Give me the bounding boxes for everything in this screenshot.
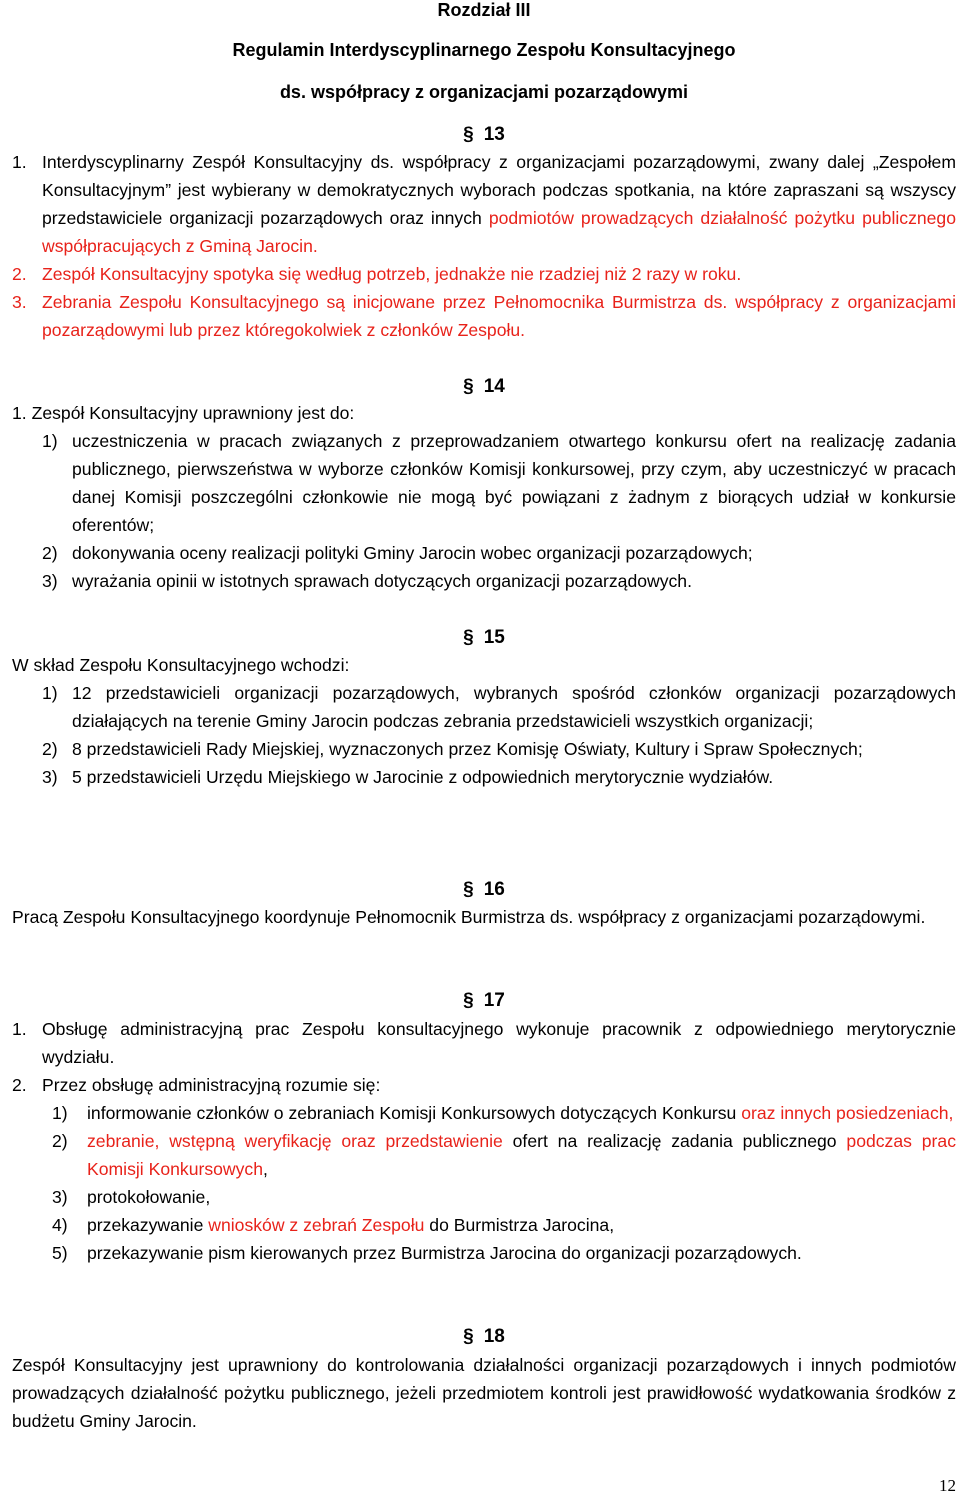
item-text: Przez obsługę administracyjną rozumie się: — [42, 1075, 381, 1095]
list-item — [12, 1015, 956, 1071]
item-text: uczestniczenia w pracach związanych z przeprowadzaniem otwartego konkursu ofert na realizację zadania publicznego, pierwszeństwa w wyborze członków Komisji konkursowej, przy czym, aby uczestniczyć w pracach danej Komisji poszczególni członkowie nie mogą być powiązani z żadnym z biorących udział w konkursie oferentów; — [72, 431, 956, 535]
item-text: Zespół Konsultacyjny spotyka się według potrzeb, jednakże nie rzadziej niż 2 razy w roku. — [42, 264, 742, 284]
regulation-subtitle: ds. współpracy z organizacjami pozarządowymi — [279, 82, 689, 102]
item-text: ofert na realizację zadania publicznego — [512, 1131, 837, 1151]
item-number: 3) — [42, 571, 58, 591]
section-sign: § — [463, 879, 474, 900]
section-17-heading — [12, 990, 956, 1012]
list-item — [12, 1071, 956, 1099]
item-number: 4) — [52, 1215, 68, 1235]
item-number: 2) — [42, 543, 58, 563]
item-text-highlight: oraz innych posiedzeniach, — [741, 1103, 954, 1123]
regulation-title: Regulamin Interdyscyplinarnego Zespołu Konsultacyjnego — [232, 40, 736, 60]
chapter-title: Rozdział III — [437, 0, 531, 20]
list-item — [12, 735, 956, 763]
lead-text: Zespół Konsultacyjny uprawniony jest do: — [31, 403, 355, 423]
item-text-highlight: wniosków z zebrań Zespołu — [208, 1215, 425, 1235]
item-number: 3) — [52, 1187, 68, 1207]
item-text-highlight: podczas prac Komisji Konkursowych — [87, 1131, 956, 1179]
list-item — [12, 539, 956, 567]
item-number: 1) — [42, 683, 58, 703]
section-15-number: 15 — [483, 627, 505, 648]
list-item — [12, 763, 956, 791]
section-15-heading — [12, 627, 956, 649]
lead-number: 1. — [12, 403, 27, 423]
section-18-heading — [12, 1326, 956, 1348]
item-number: 1. — [12, 1019, 27, 1039]
section-15-body — [12, 651, 956, 791]
section-sign: § — [463, 376, 474, 397]
section-16-heading — [12, 879, 956, 901]
item-text: , — [263, 1159, 268, 1179]
item-number: 2. — [12, 1075, 27, 1095]
list-item — [12, 260, 956, 288]
item-text: 8 przedstawicieli Rady Miejskiej, wyznaczonych przez Komisję Oświaty, Kultury i Spraw Społecznych; — [72, 739, 863, 759]
item-number: 5) — [52, 1243, 68, 1263]
item-text: przekazywanie — [87, 1215, 204, 1235]
item-number: 1) — [52, 1103, 68, 1123]
item-number: 2) — [52, 1131, 68, 1151]
section-sign: § — [463, 627, 474, 648]
list-item — [12, 427, 956, 539]
section-14-heading — [12, 376, 956, 398]
sub-list-item — [12, 1183, 956, 1211]
section-18-body: Zespół Konsultacyjny jest uprawniony do kontrolowania działalności organizacji pozarządowych i innych podmiotów prowadzących działalność pożytku publicznego, jeżeli przedmiotem kontroli jest prawidłowość wydatkowania środków z budżetu Gminy Jarocin. — [12, 1355, 956, 1431]
list-item — [12, 288, 956, 344]
list-item — [12, 148, 956, 260]
item-text: 5 przedstawicieli Urzędu Miejskiego w Jarocinie z odpowiednich merytorycznie wydziałów. — [72, 767, 774, 787]
list-lead — [12, 399, 956, 427]
item-text: Interdyscyplinarny Zespół Konsultacyjny ds. współpracy z organizacjami pozarządowymi, zwany dalej „Zespołem Konsultacyjnym” jest wybierany w demokratycznych wyborach podczas spotkania, na które zapraszani są wszyscy przedstawiciele organizacji pozarządowych oraz innych — [42, 152, 956, 228]
section-14-body — [12, 399, 956, 595]
list-item — [12, 567, 956, 595]
sub-list-item — [12, 1239, 956, 1267]
section-sign: § — [463, 990, 474, 1011]
page-number: 12 — [939, 1476, 956, 1495]
section-13-number: 13 — [483, 124, 505, 145]
section-17-body — [12, 1015, 956, 1267]
section-16-body: Pracą Zespołu Konsultacyjnego koordynuje Pełnomocnik Burmistrza ds. współpracy z organizacjami pozarządowymi. — [12, 907, 926, 927]
section-13-heading — [12, 124, 956, 146]
item-number: 3) — [42, 767, 58, 787]
item-text: dokonywania oceny realizacji polityki Gminy Jarocin wobec organizacji pozarządowych; — [72, 543, 753, 563]
item-text-highlight: zebranie, wstępną weryfikację oraz przedstawienie — [87, 1131, 503, 1151]
section-18-number: 18 — [483, 1326, 505, 1347]
section-13-body — [12, 148, 956, 344]
item-number: 1. — [12, 152, 27, 172]
item-text: 12 przedstawicieli organizacji pozarządowych, wybranych spośród członków organizacji pozarządowych działających na terenie Gminy Jarocin podczas zebrania przedstawicieli wszystkich organizacji; — [72, 683, 956, 731]
item-text: wyrażania opinii w istotnych sprawach dotyczących organizacji pozarządowych. — [72, 571, 692, 591]
item-number: 2) — [42, 739, 58, 759]
item-text: protokołowanie, — [87, 1187, 211, 1207]
sub-list-item — [12, 1099, 956, 1127]
section-14-number: 14 — [483, 376, 505, 397]
section-sign: § — [463, 124, 474, 145]
item-text: przekazywanie pism kierowanych przez Burmistrza Jarocina do organizacji pozarządowych. — [87, 1243, 802, 1263]
item-text: informowanie członków o zebraniach Komisji Konkursowych dotyczących Konkursu — [87, 1103, 737, 1123]
section-17-number: 17 — [483, 990, 505, 1011]
sub-list-item — [12, 1211, 956, 1239]
item-text: Zebrania Zespołu Konsultacyjnego są inicjowane przez Pełnomocnika Burmistrza ds. współpracy z organizacjami pozarządowymi lub przez któregokolwiek z członków Zespołu. — [42, 292, 956, 340]
item-number: 3. — [12, 292, 27, 312]
section-16-number: 16 — [483, 879, 505, 900]
item-number: 2. — [12, 264, 27, 284]
item-text: Obsługę administracyjną prac Zespołu konsultacyjnego wykonuje pracownik z odpowiedniego merytorycznie wydziału. — [42, 1019, 956, 1067]
item-text-highlight: podmiotów prowadzących działalność pożytku publicznego współpracujących z Gminą Jarocin. — [42, 208, 957, 256]
section-sign: § — [463, 1326, 474, 1347]
list-lead: W skład Zespołu Konsultacyjnego wchodzi: — [12, 655, 350, 675]
item-text: do Burmistrza Jarocina, — [429, 1215, 615, 1235]
list-item — [12, 679, 956, 735]
item-number: 1) — [42, 431, 58, 451]
sub-list-item — [12, 1127, 956, 1183]
